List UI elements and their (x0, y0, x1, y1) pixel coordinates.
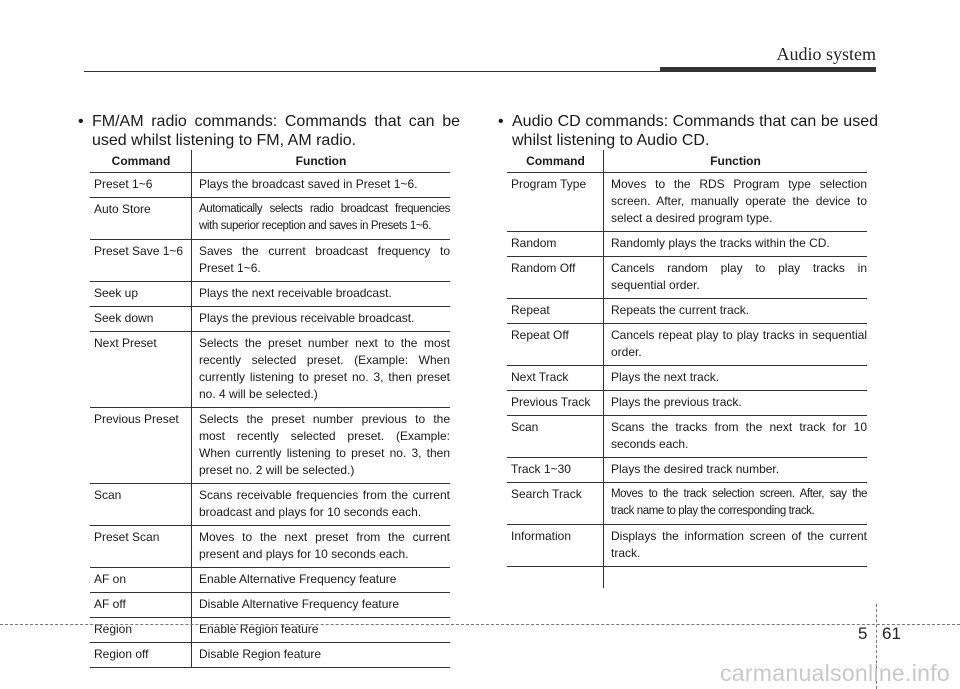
header-rule-accent (660, 67, 876, 72)
command-cell: Preset Scan (94, 530, 160, 544)
table-row (507, 299, 867, 324)
left-intro-line2: used whilst listening to FM, AM radio. (92, 132, 357, 149)
audio-cd-command-table (507, 150, 867, 588)
function-cell: Enable Alternative Frequency feature (199, 572, 397, 586)
command-cell: Scan (511, 420, 539, 434)
function-cell: Randomly plays the tracks within the CD. (611, 236, 830, 250)
function-cell: Enable Region feature (199, 622, 319, 636)
table-row (90, 307, 450, 332)
function-cell: Plays the desired track number. (611, 462, 780, 476)
function-cell: Selects the preset number previous to the most recently selected preset. (Example: When currently listening to preset no. 3, then preset no. 2 will be selected.) (199, 412, 450, 477)
table-row (90, 332, 450, 408)
function-cell: Cancels repeat play to play tracks in sequential order. (611, 328, 867, 359)
function-cell: Moves to the track selection screen. After, say the track name to play the corresponding track. (611, 488, 867, 517)
table-row (507, 391, 867, 416)
table-row (90, 526, 450, 568)
table-row (90, 593, 450, 618)
function-cell: Plays the previous track. (611, 395, 742, 409)
function-cell: Saves the current broadcast frequency to Preset 1~6. (199, 244, 450, 275)
function-cell: Plays the next track. (611, 370, 720, 384)
table-row (507, 366, 867, 391)
command-cell: Previous Preset (94, 412, 179, 426)
table-row (90, 282, 450, 307)
function-cell: Repeats the current track. (611, 303, 750, 317)
footer-rule (0, 624, 960, 625)
command-cell: Seek down (94, 311, 154, 325)
watermark: carmanualsonline.info (719, 660, 950, 686)
table-row (507, 173, 867, 232)
function-cell: Disable Alternative Frequency feature (199, 597, 400, 611)
function-cell: Plays the next receivable broadcast. (199, 286, 392, 300)
table-row (90, 240, 450, 282)
function-cell: Selects the preset number next to the most recently selected preset. (Example: When currently listening to preset no. 3, then preset no. 4 will be selected.) (199, 336, 450, 401)
table-row (507, 324, 867, 366)
fm-am-command-table (90, 150, 450, 668)
table-row (507, 232, 867, 257)
table-row (507, 458, 867, 483)
command-cell: Next Preset (94, 336, 157, 350)
table-row (90, 173, 450, 198)
command-cell: Search Track (511, 487, 582, 501)
command-cell: Auto Store (94, 202, 151, 216)
table-empty-row (507, 567, 867, 588)
right-intro (498, 112, 878, 150)
command-cell: Region off (94, 647, 149, 661)
table-row (90, 198, 450, 240)
column-divider (191, 150, 192, 668)
col-command-header: Command (111, 153, 171, 168)
table-header (90, 150, 450, 173)
bullet-icon: • (78, 113, 84, 130)
function-cell: Disable Region feature (199, 647, 322, 661)
function-cell: Automatically selects radio broadcast frequencies with superior reception and saves in Presets 1~6. (199, 203, 450, 232)
function-cell: Moves to the next preset from the current present and plays for 10 seconds each. (199, 530, 450, 561)
command-cell: Previous Track (511, 395, 591, 409)
table-row (90, 618, 450, 643)
bullet-icon: • (498, 113, 504, 130)
col-function-header: Function (710, 153, 761, 168)
command-cell: Repeat (511, 303, 550, 317)
table-row (507, 483, 867, 525)
table-header (507, 150, 867, 173)
command-cell: AF off (94, 597, 126, 611)
table-row (90, 568, 450, 593)
command-cell: Information (511, 529, 572, 543)
table-row (90, 408, 450, 484)
command-cell: Region (94, 622, 133, 636)
table-row (90, 484, 450, 526)
section-title: Audio system (776, 44, 876, 64)
function-cell: Displays the information screen of the current track. (611, 529, 867, 560)
command-cell: AF on (94, 572, 127, 586)
command-cell: Repeat Off (511, 328, 569, 342)
function-cell: Scans the tracks from the next track for 10 seconds each. (611, 420, 867, 451)
command-cell: Track 1~30 (511, 462, 571, 476)
command-cell: Seek up (94, 286, 139, 300)
table-row (507, 525, 867, 567)
command-cell: Random Off (511, 261, 576, 275)
command-cell: Random (511, 236, 557, 250)
right-intro-line2: whilst listening to Audio CD. (512, 132, 710, 149)
col-function-header: Function (295, 153, 347, 168)
right-intro-line1: Audio CD commands: Commands that can be used (512, 113, 878, 130)
command-cell: Next Track (511, 370, 569, 384)
function-cell: Scans receivable frequencies from the current broadcast and plays for 10 seconds each. (199, 488, 450, 519)
chapter-number: 5 (858, 624, 868, 643)
function-cell: Plays the previous receivable broadcast. (199, 311, 415, 325)
col-command-header: Command (526, 153, 585, 168)
command-cell: Program Type (511, 177, 587, 191)
table-row (507, 416, 867, 458)
command-cell: Preset Save 1~6 (94, 244, 184, 258)
function-cell: Cancels random play to play tracks in sequential order. (611, 261, 867, 292)
function-cell: Plays the broadcast saved in Preset 1~6. (199, 177, 418, 191)
function-cell: Moves to the RDS Program type selection screen. After, manually operate the device to select a desired program type. (611, 177, 867, 225)
column-divider (603, 150, 604, 588)
command-cell: Scan (94, 488, 122, 502)
left-intro-line1: FM/AM radio commands: Commands that can be (92, 113, 460, 130)
page-number: 61 (882, 624, 901, 643)
table-row (507, 257, 867, 299)
left-intro (78, 112, 460, 150)
table-row (90, 643, 450, 668)
command-cell: Preset 1~6 (94, 177, 153, 191)
